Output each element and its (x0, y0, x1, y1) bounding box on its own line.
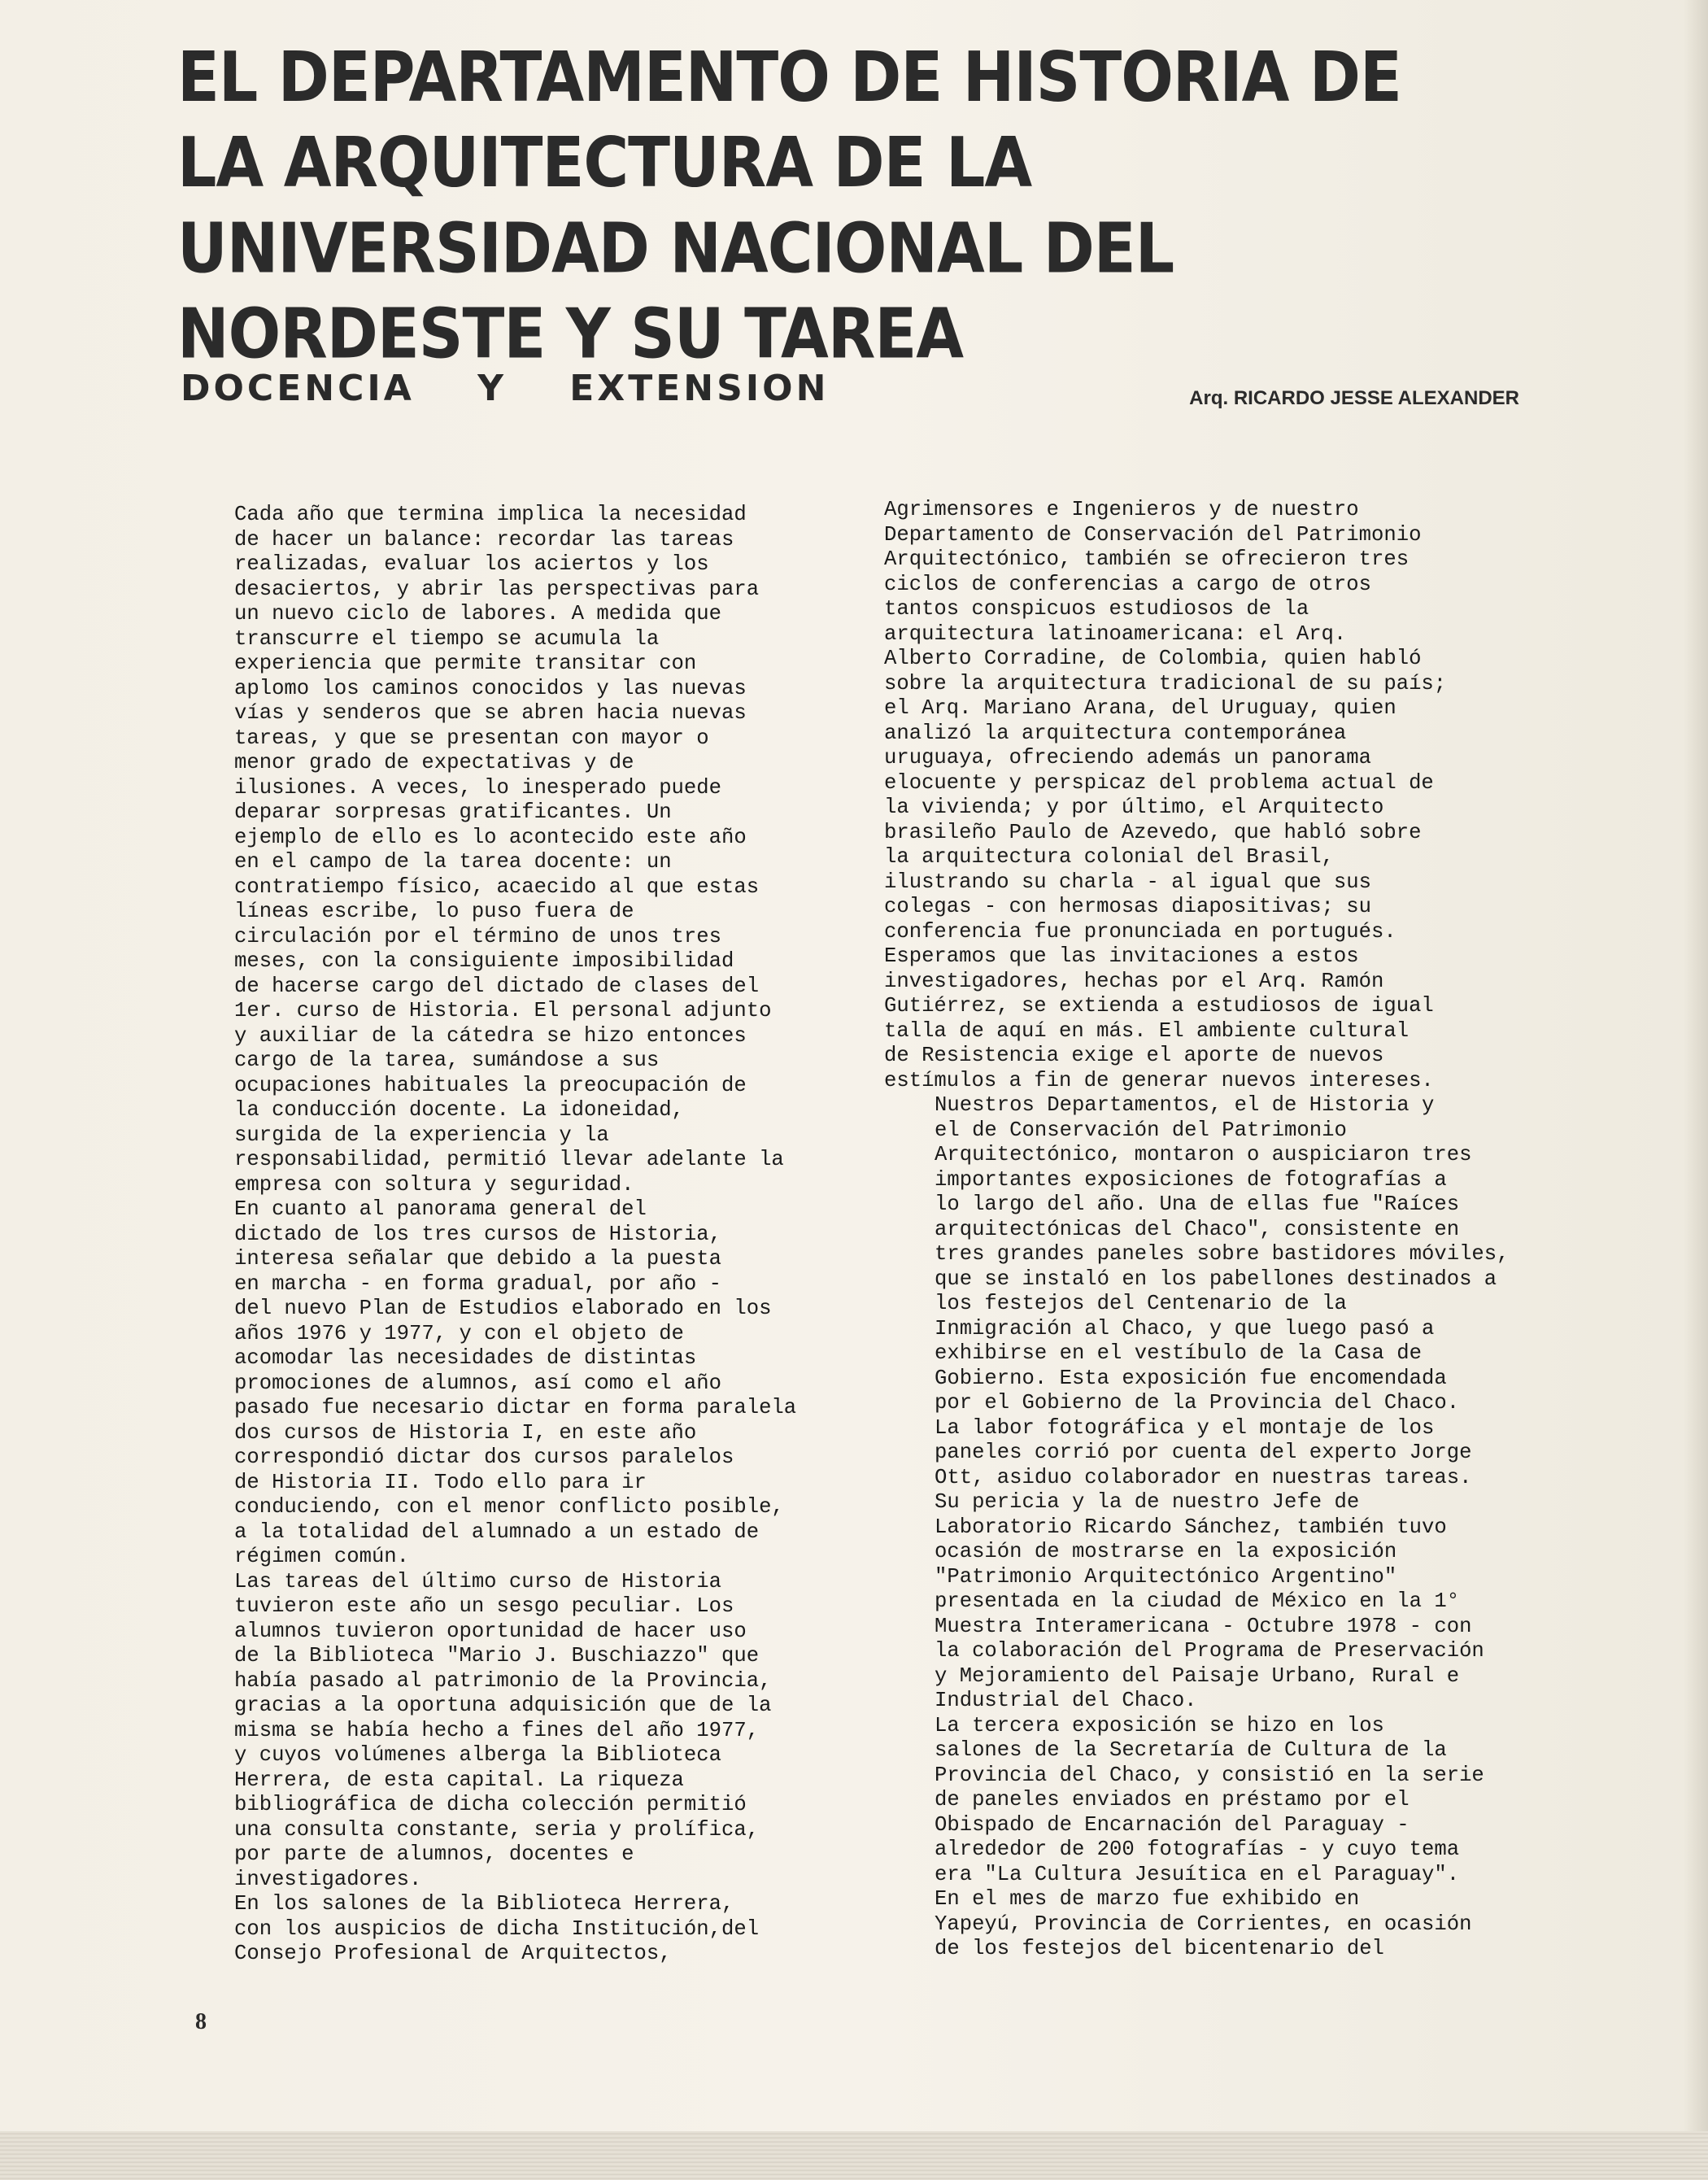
text-line: Gobierno. Esta exposición fue encomendada (935, 1366, 1447, 1390)
text-line: contratiempo físico, acaecido al que estas (234, 874, 760, 899)
text-line: promociones de alumnos, así como el año (234, 1371, 721, 1395)
text-line: cargo de la tarea, sumándose a sus (234, 1049, 660, 1072)
text-line: de Resistencia exige el aporte de nuevos (884, 1044, 1384, 1067)
text-line: de Historia II. Todo ello para ir (234, 1470, 647, 1494)
text-line: tareas, y que se presentan con mayor o (234, 726, 709, 750)
text-line: ilustrando su charla - al igual que sus (884, 870, 1371, 894)
text-line: de hacerse cargo del dictado de clases del (234, 974, 760, 998)
text-line: elocuente y perspicaz del problema actual de (884, 770, 1434, 795)
text-line: pasado fue necesario dictar en forma paralela (234, 1396, 797, 1419)
text-line: había pasado al patrimonio de la Provincia, (234, 1668, 772, 1693)
title-line: EL DEPARTAMENTO DE HISTORIA DE (177, 36, 1401, 117)
text-line: los festejos del Centenario de la (935, 1292, 1347, 1315)
text-line: tuvieron este año un sesgo peculiar. Los (234, 1594, 734, 1618)
text-line: Industrial del Chaco. (935, 1689, 1197, 1712)
paragraph (184, 503, 841, 1197)
text-line: uruguaya, ofreciendo además un panorama (884, 746, 1371, 770)
text-line: régimen común. (234, 1545, 410, 1568)
left-text-column (184, 503, 841, 1967)
text-line: investigadores. (234, 1867, 422, 1891)
text-line: alrededor de 200 fotografías - y cuyo tema (935, 1838, 1460, 1861)
text-line: con los auspicios de dicha Institución,del (234, 1916, 760, 1941)
text-line: de los festejos del bicentenario del (935, 1937, 1384, 1960)
text-line: interesa señalar que debido a la puesta (234, 1247, 721, 1271)
text-line: sobre la arquitectura tradicional de su país; (884, 671, 1447, 695)
text-line: talla de aquí en más. El ambiente cultural (884, 1018, 1410, 1043)
paragraph (884, 1093, 1584, 1714)
article-title (177, 34, 1560, 377)
text-line: lo largo del año. Una de ellas fue "Raíces (935, 1192, 1460, 1216)
text-line: años 1976 y 1977, y con el objeto de (234, 1321, 684, 1345)
text-line: bibliográfica de dicha colección permitió (234, 1793, 747, 1816)
text-line: 1er. curso de Historia. El personal adjunto (234, 999, 772, 1022)
text-line: gracias a la oportuna adquisición que de la (234, 1694, 772, 1717)
text-line: del nuevo Plan de Estudios elaborado en los (234, 1297, 772, 1320)
paragraph (884, 1714, 1584, 1888)
text-line: estímulos a fin de generar nuevos intereses. (884, 1068, 1434, 1092)
text-line: la conducción docente. La idoneidad, (234, 1098, 684, 1122)
text-line: realizadas, evaluar los aciertos y los (234, 552, 709, 576)
text-line: tres grandes paneles sobre bastidores móviles, (935, 1242, 1510, 1266)
text-line: en el campo de la tarea docente: un (234, 850, 672, 874)
text-line: Yapeyú, Provincia de Corrientes, en ocasión (935, 1912, 1472, 1936)
text-line: Cada año que termina implica la necesidad (234, 503, 747, 526)
text-line: y cuyos volúmenes alberga la Biblioteca (234, 1743, 721, 1767)
text-line: empresa con soltura y seguridad. (234, 1172, 634, 1197)
text-line: por parte de alumnos, docentes e (234, 1842, 634, 1866)
text-line: deparar sorpresas gratificantes. Un (234, 800, 672, 824)
text-line: meses, con la consiguiente imposibilidad (234, 949, 734, 973)
text-line: Obispado de Encarnación del Paraguay - (935, 1812, 1410, 1837)
text-line: alumnos tuvieron oportunidad de hacer uso (234, 1619, 747, 1643)
text-line: de la Biblioteca "Mario J. Buschiazzo" que (234, 1644, 760, 1668)
text-line: la vivienda; y por último, el Arquitecto (884, 796, 1384, 819)
paragraph (884, 1887, 1584, 1962)
text-line: arquitectura latinoamericana: el Arq. (884, 621, 1347, 646)
text-line: de hacer un balance: recordar las tareas (234, 527, 734, 552)
text-line: La tercera exposición se hizo en los (935, 1713, 1384, 1737)
page-edge-shadow (1684, 0, 1708, 2180)
text-line: desaciertos, y abrir las perspectivas para (234, 577, 760, 601)
text-line: Inmigración al Chaco, y que luego pasó a (935, 1316, 1435, 1341)
title-line: LA ARQUITECTURA DE LA (177, 121, 1032, 203)
text-line: Herrera, de esta capital. La riqueza (234, 1768, 684, 1792)
article-subtitle: DOCENCIA Y EXTENSION (181, 368, 830, 409)
text-line: acomodar las necesidades de distintas (234, 1346, 697, 1370)
title-line: NORDESTE Y SU TAREA (177, 293, 964, 374)
text-line: brasileño Paulo de Azevedo, que habló sobre (884, 820, 1422, 844)
text-line: responsabilidad, permitió llevar adelante la (234, 1148, 784, 1171)
text-line: La labor fotográfica y el montaje de los (935, 1415, 1435, 1440)
text-line: la arquitectura colonial del Brasil, (884, 845, 1334, 869)
text-line: Ott, asiduo colaborador en nuestras tareas. (935, 1465, 1472, 1489)
text-line: ilusiones. A veces, lo inesperado puede (234, 775, 721, 800)
text-line: ocupaciones habituales la preocupación de (234, 1073, 747, 1097)
text-line: "Patrimonio Arquitectónico Argentino" (935, 1564, 1397, 1589)
text-line: salones de la Secretaría de Cultura de la (935, 1738, 1447, 1762)
text-line: Departamento de Conservación del Patrimonio (884, 522, 1422, 547)
text-line: Laboratorio Ricardo Sánchez, también tuvo (935, 1515, 1447, 1539)
text-line: Alberto Corradine, de Colombia, quien habló (884, 647, 1422, 670)
text-line: Su pericia y la de nuestro Jefe de (935, 1490, 1360, 1514)
text-line: surgida de la experiencia y la (234, 1123, 609, 1147)
text-line: Las tareas del último curso de Historia (234, 1569, 721, 1594)
text-line: ciclos de conferencias a cargo de otros (884, 572, 1371, 596)
right-text-column (884, 498, 1584, 1962)
text-line: de paneles enviados en préstamo por el (935, 1788, 1410, 1812)
text-line: Consejo Profesional de Arquitectos, (234, 1942, 672, 1965)
text-line: en marcha - en forma gradual, por año - (234, 1271, 721, 1296)
text-line: vías y senderos que se abren hacia nuevas (234, 701, 747, 725)
text-line: En cuanto al panorama general del (234, 1197, 647, 1221)
text-line: a la totalidad del alumnado a un estado de (234, 1519, 760, 1544)
text-line: el de Conservación del Patrimonio (935, 1118, 1347, 1142)
paragraph (184, 1892, 841, 1967)
text-line: dos cursos de Historia I, en este año (234, 1420, 697, 1445)
text-line: la colaboración del Programa de Preservación (935, 1639, 1484, 1663)
title-line: UNIVERSIDAD NACIONAL DEL (177, 207, 1174, 289)
text-line: y auxiliar de la cátedra se hizo entonces (234, 1023, 747, 1048)
text-line: Muestra Interamericana - Octubre 1978 - con (935, 1614, 1472, 1638)
text-line: exhibirse en el vestíbulo de la Casa de (935, 1341, 1422, 1365)
paragraph (884, 498, 1584, 1093)
text-line: era "La Cultura Jesuítica en el Paraguay". (935, 1862, 1460, 1886)
text-line: Provincia del Chaco, y consistió en la serie (935, 1763, 1484, 1787)
text-line: Agrimensores e Ingenieros y de nuestro (884, 498, 1359, 521)
article-author: Arq. RICARDO JESSE ALEXANDER (1189, 387, 1519, 409)
text-line: tantos conspicuos estudiosos de la (884, 597, 1309, 621)
text-line: arquitectónicas del Chaco", consistente en (935, 1217, 1460, 1241)
text-line: Arquitectónico, montaron o auspiciaron tres (935, 1143, 1472, 1166)
text-line: importantes exposiciones de fotografías a (935, 1167, 1447, 1192)
text-line: En los salones de la Biblioteca Herrera, (234, 1892, 734, 1916)
text-line: Arquitectónico, también se ofrecieron tres (884, 547, 1410, 571)
page-number: 8 (195, 2009, 207, 2034)
text-line: conduciendo, con el menor conflicto posible, (234, 1495, 784, 1519)
text-line: Nuestros Departamentos, el de Historia y (935, 1093, 1435, 1117)
text-line: menor grado de expectativas y de (234, 751, 634, 774)
text-line: transcurre el tiempo se acumula la (234, 626, 660, 651)
text-line: el Arq. Mariano Arana, del Uruguay, quien (884, 696, 1396, 720)
text-line: dictado de los tres cursos de Historia, (234, 1222, 721, 1246)
text-line: y Mejoramiento del Paisaje Urbano, Rural e (935, 1663, 1460, 1688)
text-line: presentada en la ciudad de México en la 1° (935, 1589, 1460, 1613)
text-line: Esperamos que las invitaciones a estos (884, 944, 1359, 968)
text-line: misma se había hecho a fines del año 1977, (234, 1718, 760, 1742)
paragraph (184, 1570, 841, 1893)
text-line: una consulta constante, seria y prolífica, (234, 1817, 760, 1842)
text-line: que se instaló en los pabellones destinados a (935, 1267, 1497, 1291)
text-line: un nuevo ciclo de labores. A medida que (234, 602, 721, 626)
text-line: circulación por el término de unos tres (234, 924, 721, 948)
paragraph (184, 1197, 841, 1570)
text-line: investigadores, hechas por el Arq. Ramón (884, 969, 1384, 993)
text-line: experiencia que permite transitar con (234, 652, 697, 675)
text-line: conferencia fue pronunciada en portugués. (884, 919, 1396, 944)
text-line: ejemplo de ello es lo acontecido este año (234, 825, 747, 849)
text-line: por el Gobierno de la Provincia del Chaco. (935, 1391, 1460, 1415)
text-line: En el mes de marzo fue exhibido en (935, 1887, 1360, 1911)
text-line: paneles corrió por cuenta del experto Jorge (935, 1441, 1472, 1464)
text-line: ocasión de mostrarse en la exposición (935, 1540, 1397, 1563)
text-line: aplomo los caminos conocidos y las nuevas (234, 676, 747, 700)
page-bottom-edge (0, 2131, 1708, 2180)
text-line: correspondió dictar dos cursos paralelos (234, 1445, 734, 1469)
text-line: analizó la arquitectura contemporánea (884, 721, 1347, 745)
text-line: colegas - con hermosas diapositivas; su (884, 895, 1371, 918)
text-line: líneas escribe, lo puso fuera de (234, 900, 634, 923)
text-line: Gutiérrez, se extienda a estudiosos de igual (884, 994, 1434, 1018)
